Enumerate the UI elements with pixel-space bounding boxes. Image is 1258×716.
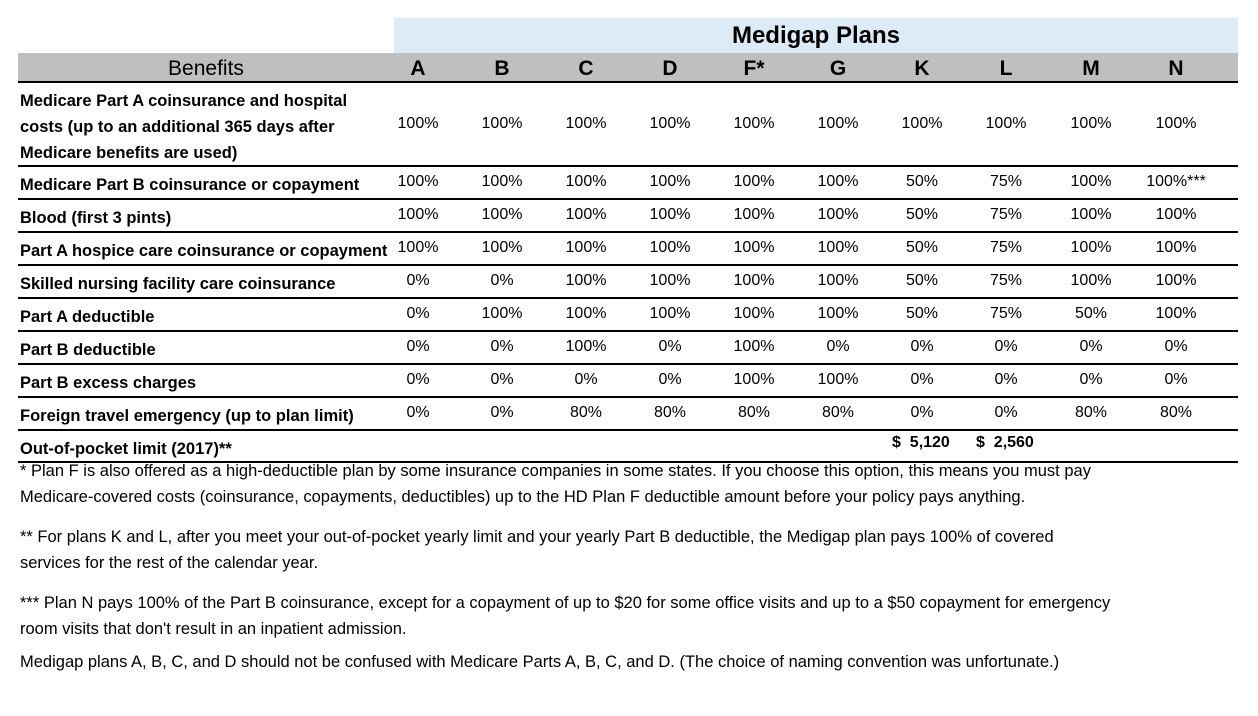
footnote bbox=[20, 649, 1240, 675]
coverage-value: 75% bbox=[989, 172, 1023, 190]
benefit-row bbox=[18, 85, 1238, 167]
coverage-value: 100% bbox=[985, 115, 1027, 132]
coverage-value: 0% bbox=[826, 337, 850, 355]
coverage-value: 100% bbox=[649, 271, 691, 289]
benefit-row bbox=[18, 365, 1238, 398]
coverage-value: 100% bbox=[733, 205, 775, 223]
coverage-value: 100% bbox=[565, 115, 607, 132]
coverage-value: 100% bbox=[649, 238, 691, 256]
footnote-line: room visits that don't result in an inpatient admission. bbox=[20, 620, 407, 638]
coverage-value: 75% bbox=[989, 271, 1023, 289]
coverage-value: 50% bbox=[905, 238, 939, 256]
coverage-value: 0% bbox=[994, 370, 1018, 388]
coverage-value: 0% bbox=[406, 403, 430, 421]
benefit-label bbox=[20, 172, 395, 198]
coverage-value: 100% bbox=[397, 238, 439, 256]
coverage-value: 100% bbox=[1155, 115, 1197, 132]
coverage-value: 100% bbox=[397, 115, 439, 132]
out-of-pocket-label: Out-of-pocket limit (2017)** bbox=[20, 440, 232, 458]
coverage-value: 100% bbox=[733, 370, 775, 388]
coverage-value: 80% bbox=[569, 403, 603, 421]
footnote-line: Medicare-covered costs (coinsurance, copayments, deductibles) up to the HD Plan F deductible amount before your policy pays anything. bbox=[20, 488, 1026, 506]
benefit-label bbox=[20, 370, 395, 396]
coverage-value: 100% bbox=[733, 172, 775, 190]
coverage-value: 0% bbox=[1079, 370, 1103, 388]
plan-header-9: N bbox=[1168, 57, 1184, 80]
coverage-value: 100% bbox=[817, 205, 859, 223]
coverage-value: 80% bbox=[653, 403, 687, 421]
coverage-value: 0% bbox=[406, 370, 430, 388]
coverage-value: 100% bbox=[565, 271, 607, 289]
benefit-label-line: Part B excess charges bbox=[20, 373, 197, 392]
benefit-label bbox=[20, 205, 395, 231]
coverage-value: 100% bbox=[1070, 271, 1112, 289]
benefit-label-line: Part B deductible bbox=[20, 340, 156, 359]
benefit-label bbox=[20, 304, 395, 330]
footnote bbox=[20, 590, 1240, 642]
benefit-label-line: Foreign travel emergency (up to plan limit) bbox=[20, 406, 354, 425]
coverage-value: 100% bbox=[901, 115, 943, 132]
coverage-value: 80% bbox=[821, 403, 855, 421]
benefit-label-line: Part A hospice care coinsurance or copayment bbox=[20, 241, 388, 260]
coverage-value: 75% bbox=[989, 304, 1023, 322]
coverage-value: 0% bbox=[490, 271, 514, 289]
footnote-line: *** Plan N pays 100% of the Part B coinsurance, except for a copayment of up to $20 for some office visits and up to a $50 copayment for emergency bbox=[20, 594, 1111, 612]
column-header-row bbox=[18, 53, 1238, 83]
coverage-value: 50% bbox=[905, 205, 939, 223]
coverage-value: 100% bbox=[565, 304, 607, 322]
coverage-value: 100% bbox=[481, 304, 523, 322]
coverage-value: 100% bbox=[649, 205, 691, 223]
coverage-value: 100% bbox=[733, 304, 775, 322]
coverage-value: 100% bbox=[649, 304, 691, 322]
coverage-value: 100% bbox=[397, 172, 439, 190]
footnote-line: ** For plans K and L, after you meet your out-of-pocket yearly limit and your yearly Part B deductible, the Medigap plan pays 100% of covered bbox=[20, 528, 1054, 546]
benefit-row bbox=[18, 266, 1238, 299]
coverage-value: 100% bbox=[1155, 304, 1197, 322]
benefit-label-line: Skilled nursing facility care coinsurance bbox=[20, 274, 336, 293]
coverage-value: 100% bbox=[1070, 205, 1112, 223]
coverage-value: 100% bbox=[733, 238, 775, 256]
benefit-label-line: costs (up to an additional 365 days after bbox=[20, 118, 335, 136]
benefit-row bbox=[18, 233, 1238, 266]
footnote bbox=[20, 524, 1240, 576]
plan-header-5: G bbox=[829, 57, 847, 80]
coverage-value: 100% bbox=[1155, 205, 1197, 223]
benefit-row bbox=[18, 167, 1238, 200]
benefit-row bbox=[18, 332, 1238, 365]
coverage-value: 100% bbox=[1155, 271, 1197, 289]
coverage-value: 100% bbox=[397, 205, 439, 223]
footnote-line: * Plan F is also offered as a high-deductible plan by some insurance companies in some states. If you choose this option, this means you must pay bbox=[20, 462, 1091, 480]
coverage-value: 75% bbox=[989, 205, 1023, 223]
benefit-label bbox=[20, 88, 395, 166]
plan-header-7: L bbox=[999, 57, 1013, 80]
plan-header-2: C bbox=[578, 57, 594, 80]
medigap-plans-header: Medigap Plans bbox=[394, 18, 1238, 53]
out-of-pocket-l-value: $ 2,560 bbox=[976, 434, 1034, 451]
coverage-value: 0% bbox=[994, 403, 1018, 421]
coverage-value: 50% bbox=[905, 172, 939, 190]
coverage-value: 0% bbox=[910, 337, 934, 355]
coverage-value: 100% bbox=[565, 337, 607, 355]
footnote-line: services for the rest of the calendar year. bbox=[20, 554, 319, 572]
coverage-value: 50% bbox=[1074, 304, 1108, 322]
coverage-value: 100% bbox=[1070, 238, 1112, 256]
benefit-label-line: Medicare benefits are used) bbox=[20, 144, 238, 162]
coverage-value: 0% bbox=[406, 271, 430, 289]
benefits-column-header: Benefits bbox=[168, 57, 244, 80]
coverage-value: 80% bbox=[1074, 403, 1108, 421]
coverage-value: 100% bbox=[1155, 238, 1197, 256]
coverage-value: 100% bbox=[565, 172, 607, 190]
coverage-value: 0% bbox=[910, 403, 934, 421]
benefit-label-line: Blood (first 3 pints) bbox=[20, 208, 172, 227]
coverage-value: 100% bbox=[481, 205, 523, 223]
benefit-row bbox=[18, 299, 1238, 332]
coverage-value: 75% bbox=[989, 238, 1023, 256]
coverage-value: 80% bbox=[1159, 403, 1193, 421]
plan-header-0: A bbox=[410, 57, 426, 80]
coverage-value: 100% bbox=[649, 172, 691, 190]
benefit-label bbox=[20, 271, 395, 297]
coverage-value: 0% bbox=[658, 370, 682, 388]
coverage-value: 0% bbox=[490, 337, 514, 355]
coverage-value: 100% bbox=[565, 205, 607, 223]
coverage-value: 100% bbox=[481, 172, 523, 190]
coverage-value: 50% bbox=[905, 271, 939, 289]
coverage-value: 100% bbox=[481, 115, 523, 132]
coverage-value: 0% bbox=[574, 370, 598, 388]
plan-header-4: F* bbox=[743, 57, 765, 80]
footnote-line: Medigap plans A, B, C, and D should not be confused with Medicare Parts A, B, C, and D. (The choice of naming convention was unfortunate.) bbox=[20, 653, 1060, 671]
benefit-label-line: Medicare Part B coinsurance or copayment bbox=[20, 175, 360, 194]
out-of-pocket-k-value: $ 5,120 bbox=[892, 434, 950, 451]
coverage-value: 100% bbox=[817, 238, 859, 256]
plan-header-1: B bbox=[494, 57, 510, 80]
coverage-value: 100% bbox=[733, 115, 775, 132]
benefit-row bbox=[18, 398, 1238, 431]
benefit-label bbox=[20, 337, 395, 363]
plan-header-3: D bbox=[662, 57, 678, 80]
coverage-value: 0% bbox=[1164, 337, 1188, 355]
coverage-value: 0% bbox=[1079, 337, 1103, 355]
plan-header-8: M bbox=[1082, 57, 1100, 80]
coverage-value: 0% bbox=[1164, 370, 1188, 388]
coverage-value: 100% bbox=[733, 337, 775, 355]
coverage-value: 0% bbox=[406, 304, 430, 322]
coverage-value: 100% bbox=[817, 271, 859, 289]
coverage-value: 100%*** bbox=[1146, 172, 1206, 190]
coverage-value: 50% bbox=[905, 304, 939, 322]
coverage-value: 100% bbox=[733, 271, 775, 289]
benefit-label-line: Medicare Part A coinsurance and hospital bbox=[20, 92, 348, 110]
coverage-value: 80% bbox=[737, 403, 771, 421]
coverage-value: 100% bbox=[817, 115, 859, 132]
benefit-label-line: Part A deductible bbox=[20, 307, 155, 326]
coverage-value: 100% bbox=[817, 172, 859, 190]
benefit-label bbox=[20, 403, 395, 429]
coverage-value: 100% bbox=[1070, 115, 1112, 132]
coverage-value: 0% bbox=[406, 337, 430, 355]
coverage-value: 0% bbox=[910, 370, 934, 388]
coverage-value: 100% bbox=[481, 238, 523, 256]
coverage-value: 100% bbox=[649, 115, 691, 132]
coverage-value: 0% bbox=[490, 403, 514, 421]
benefit-row bbox=[18, 200, 1238, 233]
coverage-value: 100% bbox=[817, 370, 859, 388]
plan-header-6: K bbox=[914, 57, 930, 80]
coverage-value: 0% bbox=[490, 370, 514, 388]
benefit-label bbox=[20, 238, 395, 264]
coverage-value: 100% bbox=[817, 304, 859, 322]
coverage-value: 100% bbox=[1070, 172, 1112, 190]
coverage-value: 100% bbox=[565, 238, 607, 256]
coverage-value: 0% bbox=[994, 337, 1018, 355]
coverage-value: 0% bbox=[658, 337, 682, 355]
footnote bbox=[20, 458, 1240, 510]
